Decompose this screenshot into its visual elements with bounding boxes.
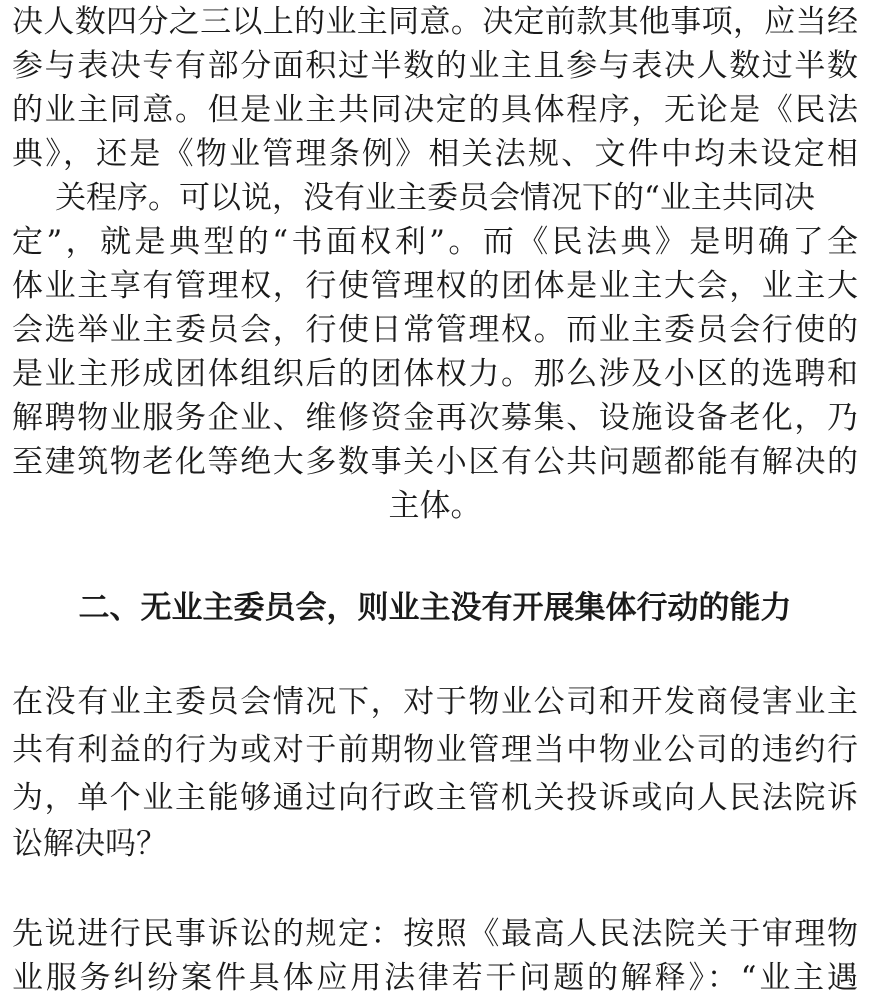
paragraph-line: 会选举业主委员会，行使日常管理权。而业主委员会行使的 xyxy=(12,312,858,348)
paragraph-line: 先说进行民事诉讼的规定：按照《最高人民法院关于审理物 xyxy=(12,916,858,952)
paragraph-line: 定”，就是典型的“书面权利”。而《民法典》是明确了全 xyxy=(12,224,858,260)
paragraph-line: 主体。 xyxy=(388,488,482,524)
paragraph-line: 决人数四分之三以上的业主同意。决定前款其他事项，应当经 xyxy=(12,4,858,40)
paragraph-line: 业服务纠纷案件具体应用法律若干问题的解释》：“业主遇 xyxy=(12,960,858,996)
paragraph-line: 解聘物业服务企业、维修资金再次募集、设施设备老化，乃 xyxy=(12,400,858,436)
paragraph-line: 体业主享有管理权，行使管理权的团体是业主大会，业主大 xyxy=(12,268,858,304)
paragraph-line: 为，单个业主能够通过向行政主管机关投诉或向人民法院诉 xyxy=(12,780,858,816)
paragraph-line: 是业主形成团体组织后的团体权力。那么涉及小区的选聘和 xyxy=(12,356,858,392)
paragraph-line: 在没有业主委员会情况下，对于物业公司和开发商侵害业主 xyxy=(12,684,858,720)
paragraph-line: 至建筑物老化等绝大多数事关小区有公共问题都能有解决的 xyxy=(12,444,858,480)
paragraph-line: 共有利益的行为或对于前期物业管理当中物业公司的违约行 xyxy=(12,732,858,768)
paragraph-line: 的业主同意。但是业主共同决定的具体程序，无论是《民法 xyxy=(12,92,858,128)
section-heading: 二、无业主委员会，则业主没有开展集体行动的能力 xyxy=(78,590,792,626)
paragraph-line: 关程序。可以说，没有业主委员会情况下的“业主共同决 xyxy=(55,180,815,216)
paragraph-line: 参与表决专有部分面积过半数的业主且参与表决人数过半数 xyxy=(12,48,858,84)
paragraph-line: 典》，还是《物业管理条例》相关法规、文件中均未设定相 xyxy=(12,136,858,172)
paragraph-line: 讼解决吗？ xyxy=(12,826,167,862)
